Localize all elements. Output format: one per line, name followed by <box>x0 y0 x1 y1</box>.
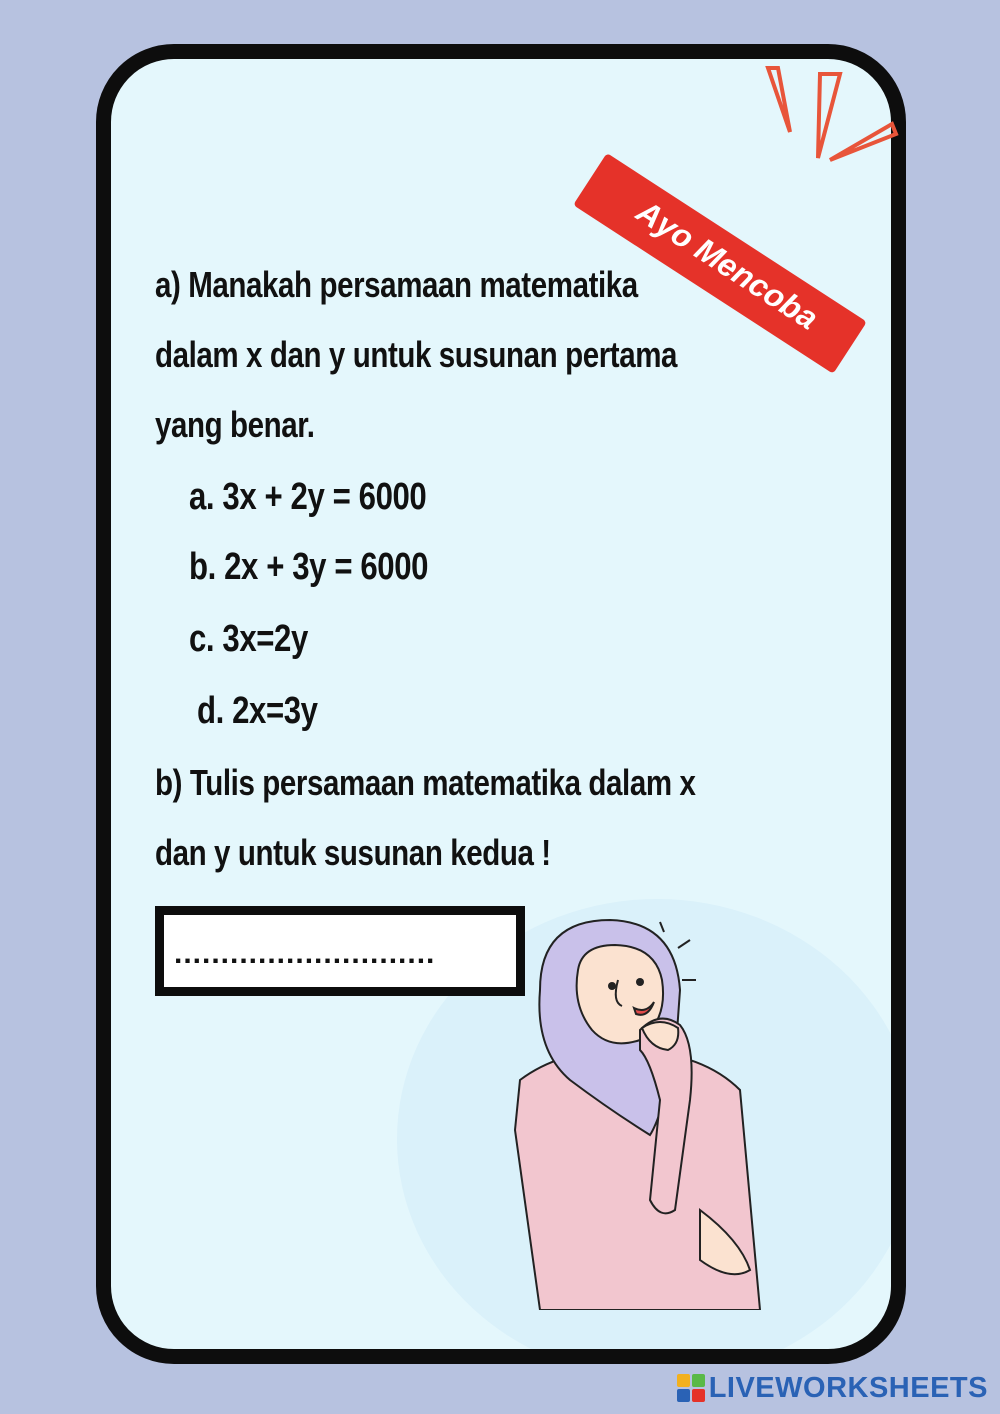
answer-input[interactable] <box>155 906 525 996</box>
accent-strokes-icon <box>760 60 900 170</box>
answer-placeholder: ............................ <box>174 937 436 970</box>
question-a-line-3: yang benar. <box>155 404 315 445</box>
option-b[interactable]: b. 2x + 3y = 6000 <box>189 546 429 588</box>
banner-label: Ayo Mencoba <box>630 192 825 337</box>
question-a-line-2: dalam x dan y untuk susunan pertama <box>155 334 678 375</box>
question-b-line-2: dan y untuk susunan kedua ! <box>155 832 551 873</box>
liveworksheets-watermark[interactable] <box>677 1370 988 1406</box>
question-b-line-1: b) Tulis persamaan matematika dalam x <box>155 762 696 803</box>
liveworksheets-logo-icon <box>677 1374 705 1402</box>
option-d[interactable]: d. 2x=3y <box>197 690 318 732</box>
option-c[interactable]: c. 3x=2y <box>189 618 308 660</box>
question-a-line-1: a) Manakah persamaan matematika <box>155 264 638 305</box>
option-a[interactable]: a. 3x + 2y = 6000 <box>189 476 427 518</box>
watermark-text: LIVEWORKSHEETS <box>708 1371 988 1404</box>
thinking-girl-illustration <box>500 910 780 1310</box>
